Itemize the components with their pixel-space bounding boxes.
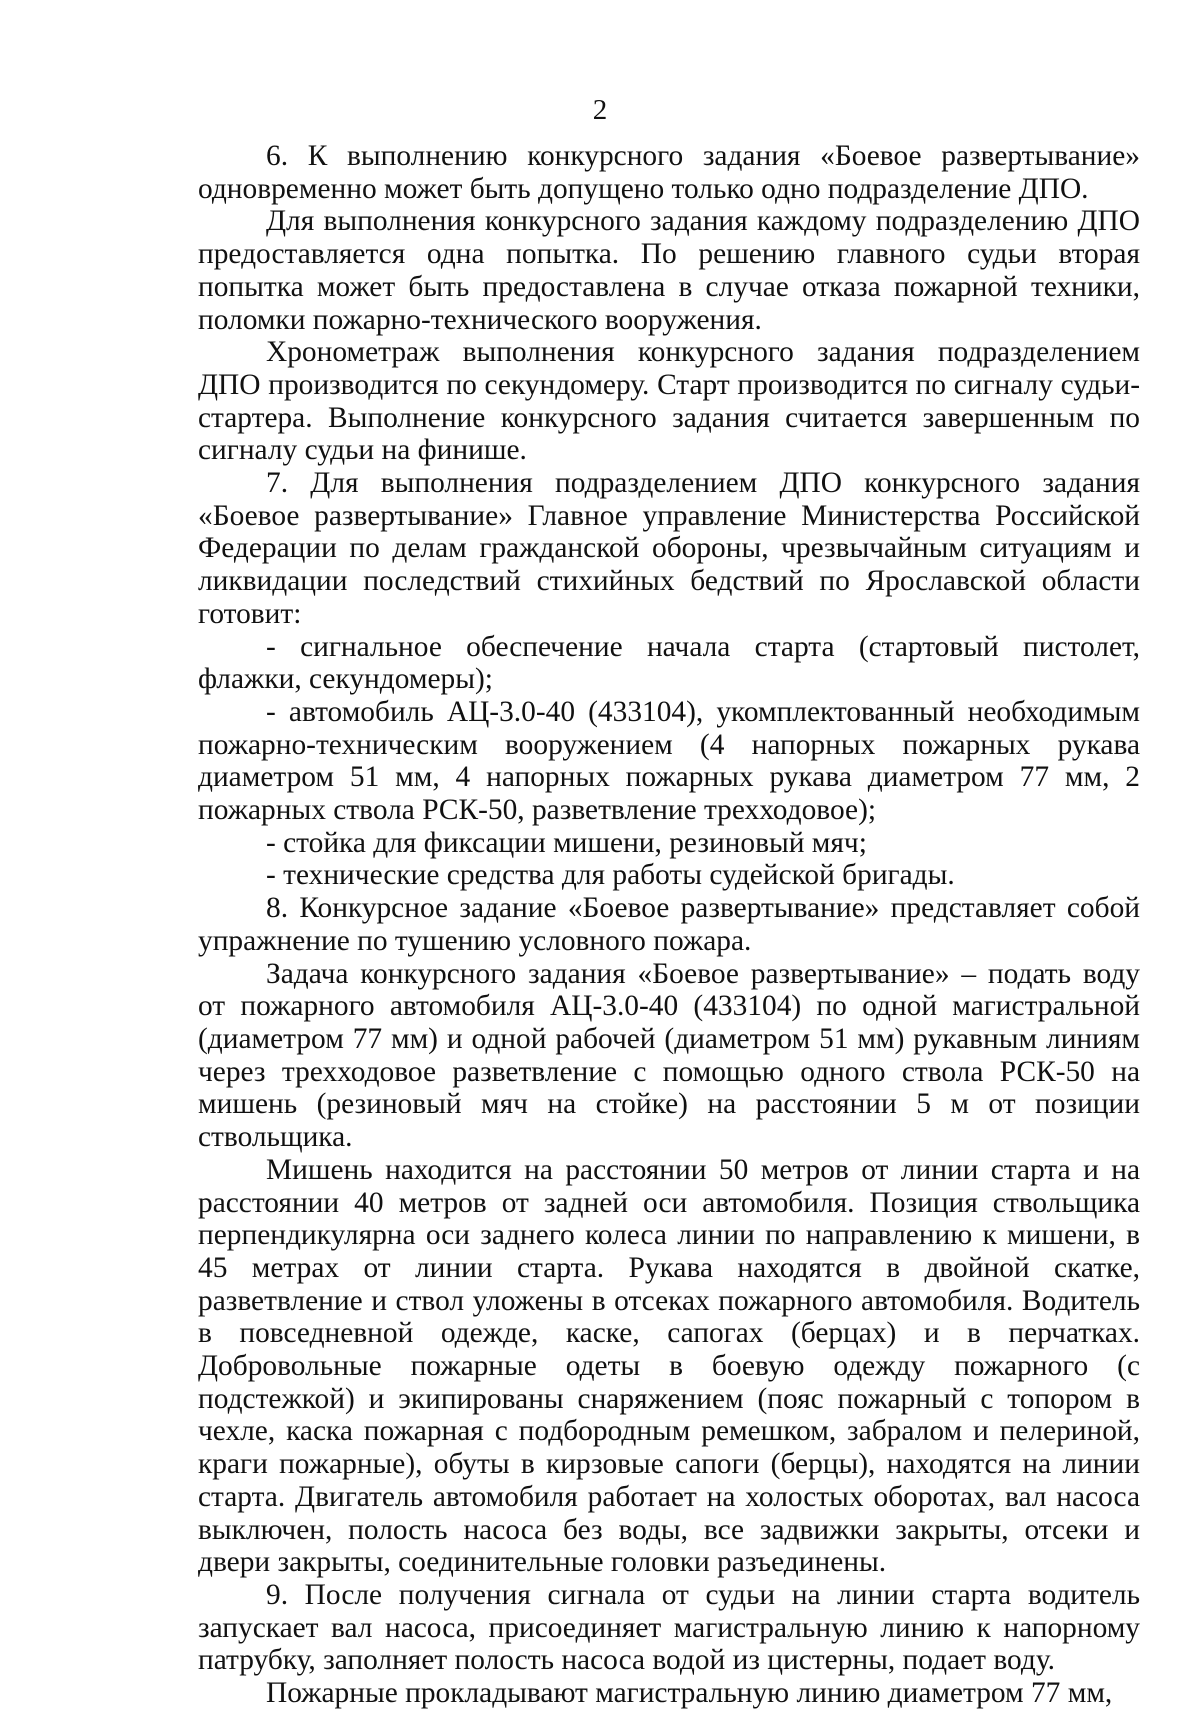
paragraph-task: Задача конкурсного задания «Боевое развертывание» – подать воду от пожарного автомобиля АЦ-3.0-40 (433104) по одной магистральной (диаметром 77 мм) и одной рабочей (диаметром 51 мм) рукавным линиям через трехходовое разветвление с помощью одного ствола РСК-50 на мишень (резиновый мяч на стойке) на расстоянии 5 м от позиции ствольщика. bbox=[198, 957, 1140, 1154]
document-body bbox=[198, 140, 1140, 1710]
paragraph-target: Мишень находится на расстоянии 50 метров от линии старта и на расстоянии 40 метров от задней оси автомобиля. Позиция ствольщика перпендикулярна оси заднего колеса линии по направлению к мишени, в 45 метрах от линии старта. Рукава находятся в двойной скатке, разветвление и ствол уложены в отсеках пожарного автомобиля. Водитель в повседневной одежде, каске, сапогах (берцах) и в перчатках. Добровольные пожарные одеты в боевую одежду пожарного (с подстежкой) и экипированы снаряжением (пояс пожарный с топором в чехле, каска пожарная с подбородным ремешком, забралом и пелериной, краги пожарные), обуты в кирзовые сапоги (берцы), находятся на линии старта. Двигатель автомобиля работает на холостых оборотах, вал насоса выключен, полость насоса без воды, все задвижки закрыты, отсеки и двери закрыты, соединительные головки разъединены. bbox=[198, 1153, 1140, 1579]
list-item-judges-equipment: - технические средства для работы судейской бригады. bbox=[266, 859, 955, 892]
paragraph-6: 6. К выполнению конкурсного задания «Боевое развертывание» одновременно может быть допущено только одно подразделение ДПО. bbox=[198, 140, 1140, 205]
paragraph-firefighters: Пожарные прокладывают магистральную линию диаметром 77 мм, bbox=[266, 1677, 1113, 1710]
list-item-signal: - сигнальное обеспечение начала старта (стартовый пистолет, флажки, секундомеры); bbox=[198, 630, 1140, 696]
list-item-vehicle: - автомобиль АЦ-3.0-40 (433104), укомплектованный необходимым пожарно-техническим вооружением (4 напорных пожарных рукава диаметром 51 мм, 4 напорных пожарных рукава диаметром 77 мм, 2 пожарных ствола РСК-50, разветвление трехходовое); bbox=[198, 695, 1140, 827]
page-number: 2 bbox=[592, 94, 608, 126]
paragraph-9: 9. После получения сигнала от судьи на линии старта водитель запускает вал насоса, присоединяет магистральную линию к напорному патрубку, заполняет полость насоса водой из цистерны, подает воду. bbox=[198, 1578, 1140, 1677]
paragraph-timing: Хронометраж выполнения конкурсного задания подразделением ДПО производится по секундомеру. Старт производится по сигналу судьи-стартера. Выполнение конкурсного задания считается завершенным по сигналу судьи на финише. bbox=[198, 336, 1140, 467]
paragraph-attempts: Для выполнения конкурсного задания каждому подразделению ДПО предоставляется одна попытка. По решению главного судьи вторая попытка может быть предоставлена в случае отказа пожарной техники, поломки пожарно-технического вооружения. bbox=[198, 205, 1140, 336]
paragraph-7: 7. Для выполнения подразделением ДПО конкурсного задания «Боевое развертывание» Главное управление Министерства Российской Федерации по делам гражданской обороны, чрезвычайным ситуациям и ликвидации последствий стихийных бедствий по Ярославской области готовит: bbox=[198, 467, 1140, 630]
paragraph-8: 8. Конкурсное задание «Боевое развертывание» представляет собой упражнение по тушению условного пожара. bbox=[198, 892, 1140, 957]
list-item-target-stand: - стойка для фиксации мишени, резиновый мяч; bbox=[266, 826, 867, 859]
